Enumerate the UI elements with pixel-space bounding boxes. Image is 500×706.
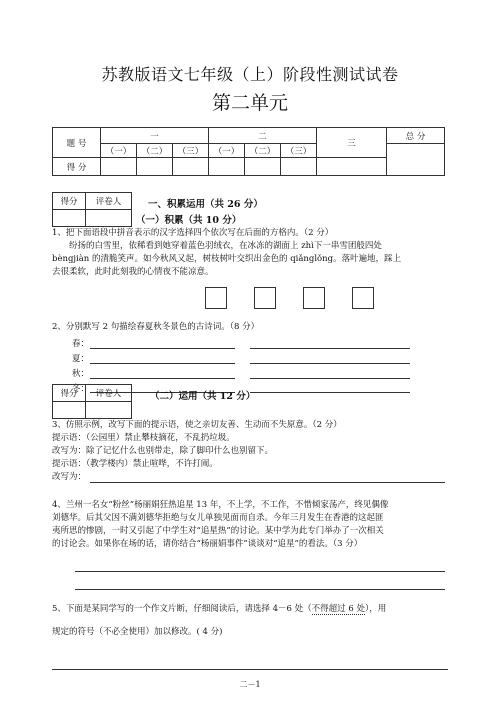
season-label: 春：: [72, 339, 90, 349]
score-cell[interactable]: [281, 158, 317, 176]
sub-header: （一）: [209, 144, 245, 158]
total-header: 总 分: [387, 128, 445, 144]
grader-label: 评卷人: [86, 385, 132, 402]
answer-line[interactable]: [250, 363, 410, 364]
sub-header: （三）: [281, 144, 317, 158]
question-5: [52, 603, 462, 639]
grader-name-cell[interactable]: [86, 402, 132, 419]
sub-header: （一）: [101, 144, 137, 158]
example-line: 提示语：（公园里）禁止攀枝摘花，不乱扔垃圾。: [52, 433, 235, 443]
question-text-line: [52, 603, 462, 616]
season-label: 夏：: [72, 354, 90, 364]
passage-line: 纷扬的白雪里，依稀看到她穿着蓝色羽绒衣，在冰冻的湖面上 zhì下一串雪团般四处: [69, 241, 382, 251]
question-text: 规定的符号（不必全使用）加以修改。( 4 分): [52, 627, 223, 637]
answer-line[interactable]: [90, 482, 445, 483]
answer-line[interactable]: [250, 348, 410, 349]
grader-score-cell[interactable]: [53, 402, 86, 419]
sub-header: （二）: [245, 144, 281, 158]
page-number: 二－1: [239, 680, 261, 689]
answer-line[interactable]: [90, 378, 235, 379]
question-text: 5、下面是某同学写的一个作文片断，仔细阅读后，请选择 4－6 处（: [52, 604, 312, 614]
score-label: 得 分: [53, 158, 101, 176]
unit-title: 第二单元: [211, 92, 288, 114]
subsection-heading: （二）运用（共 12 分）: [150, 391, 256, 402]
question-number-label: 题 号: [53, 128, 101, 158]
total-score-cell[interactable]: [387, 144, 445, 176]
question-prompt: 1、把下面语段中拼音表示的汉字选择四个依次写在后面的方格内。（2 分）: [52, 228, 334, 238]
grader-score-label: 得分: [53, 385, 86, 402]
answer-char-box[interactable]: [205, 287, 227, 309]
question-text: 夷所思的惨剧，一时又引起了中学生对“追星热”的讨论。某中学为此专门举办了一次相关: [52, 526, 384, 536]
group-3-header: 三: [317, 128, 387, 158]
answer-char-box[interactable]: [303, 287, 325, 309]
score-cell[interactable]: [317, 158, 387, 176]
score-table: [52, 127, 445, 176]
grader-score-label: 得分: [53, 193, 86, 210]
subsection-heading: （一）积累（共 10 分）: [136, 215, 242, 226]
example-line: 提示语：（教学楼内）禁止喧哗，不许打闹。: [52, 459, 218, 469]
answer-line[interactable]: [75, 571, 445, 572]
answer-line[interactable]: [90, 363, 235, 364]
question-prompt: 3、仿照示例，改写下面的提示语，使之亲切友善、生动而不失原意。（2 分）: [52, 420, 342, 430]
grader-name-cell[interactable]: [86, 210, 132, 227]
sub-header: （三）: [173, 144, 209, 158]
season-label: 秋：: [72, 369, 90, 379]
question-1: [52, 227, 452, 279]
answer-char-box[interactable]: [352, 287, 374, 309]
grader-score-cell[interactable]: [53, 210, 86, 227]
question-3: [52, 419, 452, 484]
exam-title: 苏教版语文七年级（上）阶段性测试试卷: [101, 65, 399, 84]
score-cell[interactable]: [137, 158, 173, 176]
score-cell[interactable]: [173, 158, 209, 176]
rewrite-label: 改写为：: [52, 472, 87, 482]
example-line: 改写为：除了记忆什么也别带走，除了脚印什么也别留下。: [52, 446, 274, 456]
answer-char-box[interactable]: [254, 287, 276, 309]
question-text: ），用: [364, 604, 387, 614]
score-cell[interactable]: [245, 158, 281, 176]
answer-line[interactable]: [75, 589, 445, 590]
passage-line: bèngjiàn 的清脆笑声。如今秋风又起，树枝树叶交织出金色的 qiǎnglǒng。落叶遍地，踩上: [52, 254, 402, 264]
question-text: 的讨论会。如果你在场的话，请你结合“杨丽娟事件”谈谈对“追星”的看法。（3 分）: [52, 539, 363, 549]
score-cell[interactable]: [209, 158, 245, 176]
passage-line: 去很柔软，此时此刻我的心情夜不能凉意。: [52, 267, 214, 277]
answer-line[interactable]: [250, 392, 410, 393]
question-text: 刘德华。后其父因不满刘德华拒绝与女儿单独见面而自杀。今年三月发生在香港的这起匪: [52, 513, 384, 523]
question-4: [52, 499, 452, 551]
footer-rule: [52, 669, 448, 670]
group-2-header: 二: [209, 128, 317, 144]
emphasis-text: 不得超过 6 处: [311, 604, 365, 614]
sub-header: （二）: [137, 144, 173, 158]
answer-line[interactable]: [250, 378, 410, 379]
answer-line[interactable]: [90, 348, 235, 349]
group-1-header: 一: [101, 128, 209, 144]
section-heading: 一、积累运用（共 26 分）: [148, 199, 263, 210]
season-label: 冬：: [72, 384, 90, 394]
question-2-prompt: 2、分别默写 2 句描绘春夏秋冬景色的古诗词。（8 分）: [52, 322, 260, 332]
score-cell[interactable]: [101, 158, 137, 176]
question-text: 4、兰州一名女“粉丝”杨丽娟狂热追星 13 年，不上学，不工作，不惜倾家荡产，终见偶像: [52, 500, 389, 510]
grader-label: 评卷人: [86, 193, 132, 210]
grader-box-2: [52, 384, 132, 419]
grader-box-1: [52, 192, 132, 227]
